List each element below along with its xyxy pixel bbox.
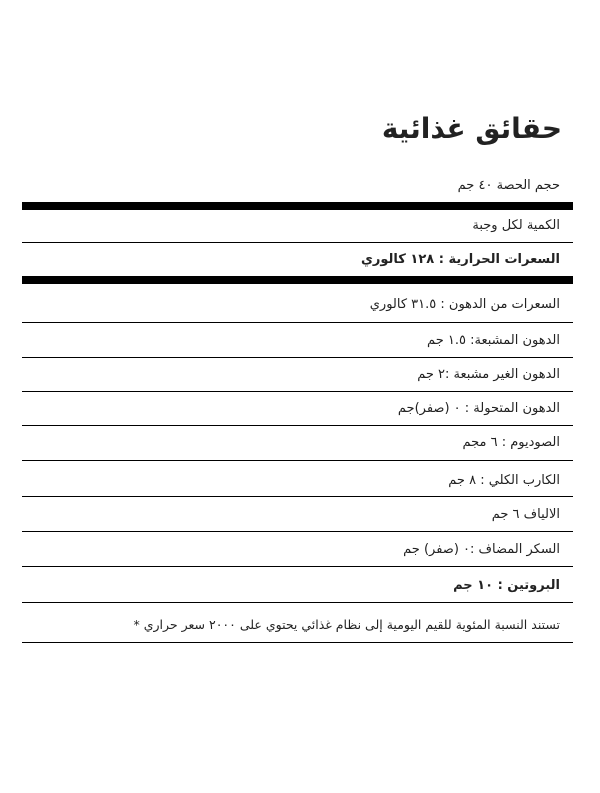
serving-size: حجم الحصة ٤٠ جم — [457, 178, 560, 193]
divider — [22, 460, 573, 461]
divider — [22, 357, 573, 358]
divider — [22, 322, 573, 323]
nutrient-row-total-carbs: الكارب الكلي : ٨ جم — [448, 473, 560, 488]
thick-divider-calories — [22, 276, 573, 284]
nutrient-row-trans-fat: الدهون المتحولة : ٠ (صفر)جم — [397, 401, 560, 416]
nutrient-row-fiber: الالياف ٦ جم — [491, 507, 560, 522]
divider — [22, 496, 573, 497]
divider — [22, 566, 573, 567]
divider-bottom — [22, 642, 573, 643]
calories-row: السعرات الحرارية : ١٢٨ كالوري — [360, 252, 560, 267]
divider — [22, 602, 573, 603]
nutrient-row-calories-from-fat: السعرات من الدهون : ٣١.٥ كالوري — [369, 297, 560, 312]
divider — [22, 391, 573, 392]
daily-value-footnote: تستند النسبة المئوية للقيم اليومية إلى نظام غذائي يحتوي على ٢٠٠٠ سعر حراري * — [133, 617, 560, 632]
thick-divider-top — [22, 202, 573, 210]
amount-per-serving: الكمية لكل وجبة — [472, 218, 560, 233]
nutrient-row-unsaturated-fat: الدهون الغير مشبعة :٢ جم — [417, 367, 560, 382]
divider — [22, 425, 573, 426]
nutrient-row-sodium: الصوديوم : ٦ مجم — [462, 435, 560, 450]
nutrition-facts-title: حقائق غذائية — [381, 112, 562, 145]
protein-row: البروتين : ١٠ جم — [453, 578, 560, 593]
nutrient-row-added-sugar: السكر المضاف :٠ (صفر) جم — [403, 542, 560, 557]
nutrient-row-saturated-fat: الدهون المشبعة: ١.٥ جم — [427, 333, 560, 348]
divider — [22, 531, 573, 532]
divider — [22, 242, 573, 243]
